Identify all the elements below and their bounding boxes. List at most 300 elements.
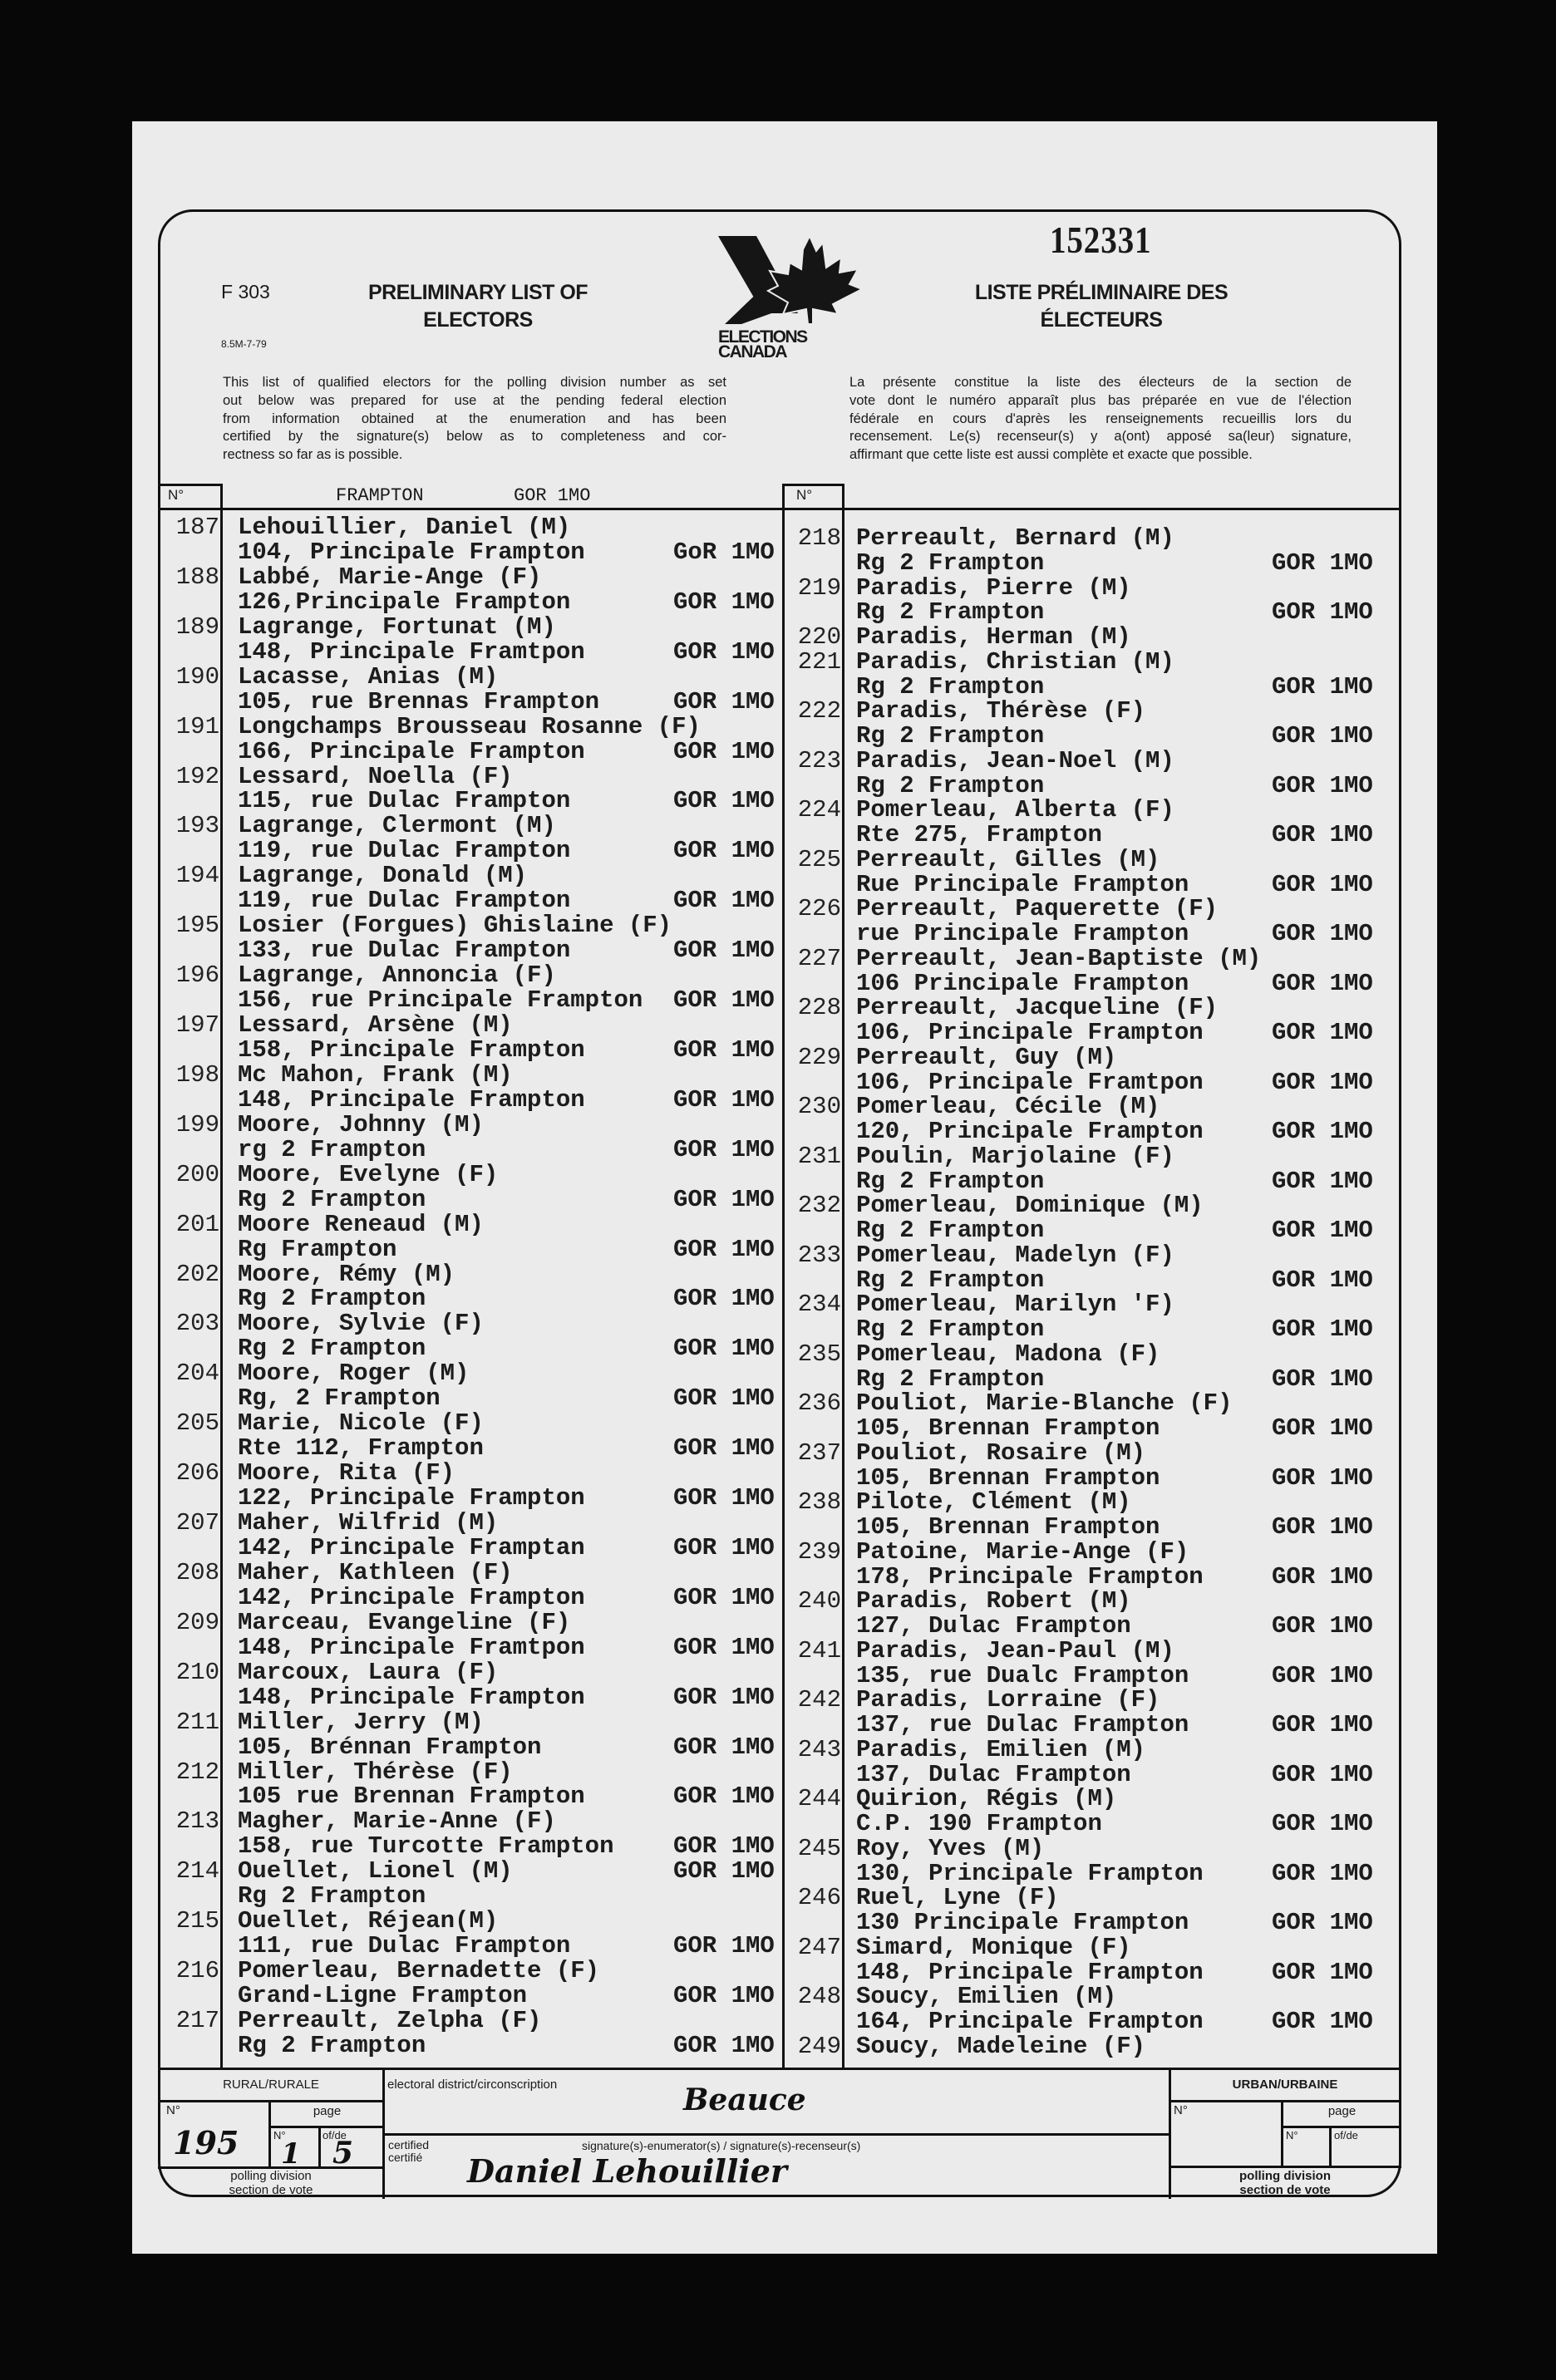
- elector-text: Ouellet, Réjean(M): [238, 1907, 499, 1935]
- postal-code: GOR 1MO: [1272, 1958, 1373, 1986]
- elector-number: 213: [175, 1807, 219, 1836]
- postal-code: GOR 1MO: [1272, 1562, 1373, 1591]
- postal-code: GOR 1MO: [1272, 1463, 1373, 1492]
- serial-number: 152331: [1050, 219, 1152, 261]
- elector-text: Marcoux, Laura (F): [238, 1658, 499, 1686]
- postal-code: GOR 1MO: [673, 1434, 775, 1463]
- elector-number: 249: [797, 2032, 841, 2060]
- certified-text: certified: [388, 2138, 430, 2151]
- elector-text: Ruel, Lyne (F): [856, 1884, 1059, 1912]
- certified-label: [388, 2139, 429, 2164]
- elector-text: Perreault, Zelpha (F): [238, 2007, 542, 2034]
- divider: [382, 2133, 1170, 2136]
- postal-code: GOR 1MO: [1272, 722, 1373, 750]
- elector-text: 105 rue Brennan Frampton: [238, 1783, 585, 1811]
- postal-code: GOR 1MO: [673, 687, 775, 715]
- print-code: 8.5M-7-79: [221, 338, 267, 350]
- postal-code: GOR 1MO: [673, 986, 775, 1015]
- postal-code: GOR 1MO: [1272, 548, 1373, 577]
- divider: [318, 2126, 321, 2168]
- enumerator-signature: Daniel Lehouillier: [467, 2152, 787, 2190]
- elector-number: 189: [175, 612, 219, 641]
- paragraph-line: out below was prepared for use at the pending federal election: [223, 392, 726, 408]
- locality-header: FRAMPTON: [336, 485, 424, 506]
- elector-text: 111, rue Dulac Frampton: [238, 1932, 571, 1960]
- elector-text: 127, Dulac Frampton: [856, 1612, 1131, 1640]
- postal-code: GOR 1MO: [1272, 1118, 1373, 1145]
- postal-code: GOR 1MO: [673, 1583, 775, 1611]
- postal-code: GOR 1MO: [1272, 1612, 1373, 1640]
- electoral-district-value: Beauce: [683, 2082, 806, 2117]
- rural-page-no-label: N°: [273, 2129, 286, 2142]
- rural-of-label: of/de: [323, 2129, 347, 2142]
- elector-text: Pomerleau, Madona (F): [856, 1340, 1160, 1368]
- postal-code: GOR 1MO: [1272, 1266, 1373, 1294]
- divider: [1329, 2126, 1332, 2168]
- postal-code: GOR 1MO: [673, 637, 775, 666]
- rural-polling-division-label: [158, 2169, 384, 2197]
- elector-list-left: [158, 515, 781, 2066]
- postal-code: GOR 1MO: [673, 1533, 775, 1561]
- elector-number: 238: [797, 1488, 841, 1517]
- elector-number: 192: [175, 762, 219, 790]
- elector-number: 227: [797, 944, 841, 972]
- elector-text: Miller, Jerry (M): [238, 1708, 484, 1736]
- elector-text: Rg 2 Frampton: [856, 771, 1045, 799]
- urban-page-label: page: [1327, 2104, 1357, 2118]
- elector-text: 130 Principale Frampton: [856, 1909, 1189, 1936]
- paragraph-line: certified by the signature(s) below as to completeness and cor-: [223, 429, 726, 445]
- title-english-line: PRELIMINARY LIST OF: [367, 281, 588, 304]
- elector-text: Labbé, Marie-Ange (F): [238, 563, 542, 591]
- urban-number-label: N°: [1174, 2103, 1188, 2117]
- elector-text: 119, rue Dulac Frampton: [238, 887, 571, 915]
- postal-code-header: GOR 1MO: [514, 485, 591, 506]
- elector-text: Rg 2 Frampton: [856, 722, 1045, 750]
- elector-text: rue Principale Frampton: [856, 920, 1189, 947]
- elector-number: 194: [175, 862, 219, 890]
- polling-division-text: polling division: [1239, 2169, 1331, 2183]
- elector-number: 195: [175, 912, 219, 940]
- elector-text: Maher, Wilfrid (M): [238, 1509, 499, 1537]
- postal-code: GOR 1MO: [1272, 598, 1373, 627]
- postal-code: GOR 1MO: [673, 2031, 775, 2059]
- paragraph-line: vote dont le numéro apparaît plus bas préparée en vue de l'élection: [849, 392, 1352, 408]
- elector-text: Lessard, Noella (F): [238, 762, 513, 790]
- elector-text: 105, Brennan Frampton: [856, 1463, 1160, 1492]
- elector-text: Rte 275, Frampton: [856, 821, 1102, 848]
- elector-number: 208: [175, 1558, 219, 1586]
- elector-text: Rg 2 Frampton: [856, 548, 1045, 577]
- elector-text: 135, rue Dualc Frampton: [856, 1661, 1189, 1689]
- elector-text: Lagrange, Clermont (M): [238, 812, 556, 840]
- elector-text: Paradis, Robert (M): [856, 1587, 1131, 1615]
- elector-text: 115, rue Dulac Frampton: [238, 787, 571, 815]
- polling-division-number: 195: [173, 2124, 239, 2161]
- elector-text: 133, rue Dulac Frampton: [238, 937, 571, 965]
- elector-text: Paradis, Emilien (M): [856, 1735, 1146, 1763]
- section-de-vote-text: section de vote: [1239, 2183, 1331, 2197]
- elector-text: Paradis, Christian (M): [856, 647, 1174, 676]
- elector-text: 148, Principale Framtpon: [238, 1633, 585, 1661]
- postal-code: GOR 1MO: [673, 1633, 775, 1661]
- divider: [158, 484, 223, 486]
- elector-text: Paradis, Thérèse (F): [856, 697, 1146, 725]
- elector-number: 232: [797, 1192, 841, 1220]
- elector-number: 239: [797, 1537, 841, 1566]
- elector-number: 235: [797, 1340, 841, 1368]
- paragraph-line: affirmant que cette liste est aussi complète et exacte que possible.: [849, 447, 1253, 463]
- elector-number: 188: [175, 563, 219, 591]
- elector-text: 104, Principale Frampton: [238, 538, 585, 566]
- elector-number: 206: [175, 1459, 219, 1488]
- elector-text: Mc Mahon, Frank (M): [238, 1060, 513, 1089]
- elector-text: Lacasse, Anias (M): [238, 662, 499, 691]
- elector-text: Rg 2 Frampton: [238, 1285, 426, 1313]
- postal-code: GOR 1MO: [673, 937, 775, 965]
- page-total: 5: [332, 2136, 354, 2171]
- certifie-text: certifié: [388, 2151, 423, 2164]
- elector-text: 105, Brennan Frampton: [856, 1513, 1160, 1541]
- elector-text: Marie, Nicole (F): [238, 1409, 484, 1438]
- electoral-district-label: electoral district/circonscription: [387, 2078, 558, 2092]
- elector-text: Lagrange, Fortunat (M): [238, 612, 556, 641]
- elector-text: 105, Brennan Frampton: [856, 1414, 1160, 1442]
- polling-division-text: polling division: [230, 2169, 312, 2183]
- elector-number: 233: [797, 1241, 841, 1269]
- elector-number: 207: [175, 1509, 219, 1537]
- elector-text: Pouliot, Marie-Blanche (F): [856, 1389, 1233, 1418]
- divider: [158, 508, 1401, 510]
- elector-number: 211: [175, 1708, 219, 1736]
- elector-text: 106, Principale Frampton: [856, 1019, 1204, 1046]
- intro-paragraph-english: [223, 374, 726, 465]
- elector-text: Lessard, Arsène (M): [238, 1011, 513, 1039]
- elector-text: Rg 2 Frampton: [856, 1217, 1045, 1244]
- elector-number: 236: [797, 1389, 841, 1418]
- elector-number: 193: [175, 812, 219, 840]
- elector-text: Rg 2 Frampton: [856, 1167, 1045, 1195]
- elector-number: 247: [797, 1933, 841, 1961]
- elector-text: 178, Principale Frampton: [856, 1562, 1204, 1591]
- elector-number: 202: [175, 1260, 219, 1288]
- elector-text: Pomerleau, Cécile (M): [856, 1093, 1160, 1121]
- elector-text: Rg Frampton: [238, 1235, 397, 1263]
- elector-text: Soucy, Madeleine (F): [856, 2032, 1146, 2060]
- elector-text: Rg 2 Frampton: [238, 1882, 426, 1910]
- elector-text: C.P. 190 Frampton: [856, 1810, 1102, 1837]
- elector-number: 204: [175, 1360, 219, 1388]
- elector-number: 190: [175, 662, 219, 691]
- elector-number: 237: [797, 1438, 841, 1467]
- elector-text: Ouellet, Lionel (M): [238, 1857, 513, 1886]
- postal-code: GOR 1MO: [673, 837, 775, 865]
- rural-number-label: N°: [166, 2103, 180, 2117]
- title-french-line: LISTE PRÉLIMINAIRE DES: [974, 281, 1229, 304]
- elector-text: Pomerleau, Bernadette (F): [238, 1957, 600, 1985]
- rural-label: RURAL/RURALE: [223, 2078, 319, 2092]
- elector-text: Perreault, Jean-Baptiste (M): [856, 944, 1262, 972]
- elector-text: 106 Principale Frampton: [856, 969, 1189, 997]
- elector-text: Lehouillier, Daniel (M): [238, 514, 571, 541]
- postal-code: GOR 1MO: [1272, 1810, 1373, 1837]
- elector-number: 198: [175, 1060, 219, 1089]
- elector-number: 221: [797, 647, 841, 676]
- elector-text: 158, rue Turcotte Frampton: [238, 1832, 614, 1861]
- elector-text: Pomerleau, Marilyn 'F): [856, 1291, 1174, 1319]
- urban-page-no-label: N°: [1286, 2129, 1298, 2142]
- elector-number: 228: [797, 994, 841, 1022]
- elector-text: Pilote, Clément (M): [856, 1488, 1131, 1517]
- elector-text: Moore, Sylvie (F): [238, 1310, 484, 1338]
- elector-text: Lagrange, Annoncia (F): [238, 961, 556, 990]
- postal-code: GOR 1MO: [673, 1783, 775, 1811]
- divider: [1169, 2166, 1401, 2168]
- elections-canada-logo: [716, 234, 866, 361]
- elector-text: Rg 2 Frampton: [856, 672, 1045, 701]
- elector-text: 148, Principale Frampton: [856, 1958, 1204, 1986]
- postal-code: GOR 1MO: [1272, 1167, 1373, 1195]
- postal-code: GOR 1MO: [1272, 1859, 1373, 1887]
- elector-number: 241: [797, 1636, 841, 1665]
- postal-code: GOR 1MO: [673, 1035, 775, 1064]
- postal-code: GOR 1MO: [1272, 1513, 1373, 1541]
- elector-number: 242: [797, 1686, 841, 1714]
- rural-page-label: page: [313, 2104, 342, 2118]
- elector-number: 200: [175, 1160, 219, 1188]
- elector-text: 105, Brénnan Frampton: [238, 1733, 542, 1761]
- postal-code: GOR 1MO: [673, 1185, 775, 1213]
- elector-text: Quirion, Régis (M): [856, 1785, 1117, 1813]
- elector-number: 245: [797, 1834, 841, 1862]
- paragraph-line: recensement. Le(s) recenseur(s) y a(ont) apposé sa(leur) signature,: [849, 429, 1352, 445]
- elector-text: Pouliot, Rosaire (M): [856, 1438, 1146, 1467]
- elector-number: 244: [797, 1785, 841, 1813]
- elector-number: 248: [797, 1983, 841, 2011]
- elector-text: Simard, Monique (F): [856, 1933, 1131, 1961]
- postal-code: GOR 1MO: [1272, 1217, 1373, 1244]
- elector-text: Paradis, Pierre (M): [856, 573, 1131, 602]
- number-header-right: N°: [796, 487, 813, 503]
- paragraph-line: rectness so far as is possible.: [223, 447, 403, 463]
- postal-code: GOR 1MO: [1272, 1414, 1373, 1442]
- number-header-left: N°: [168, 487, 185, 503]
- elector-text: 166, Principale Frampton: [238, 737, 585, 765]
- urban-of-label: of/de: [1334, 2129, 1358, 2142]
- elector-text: Lagrange, Donald (M): [238, 862, 528, 890]
- elector-text: Rg 2 Frampton: [856, 1315, 1045, 1343]
- elector-number: 243: [797, 1735, 841, 1763]
- elector-text: 142, Principale Frampton: [238, 1583, 585, 1611]
- postal-code: GOR 1MO: [673, 1733, 775, 1761]
- elector-text: Perreault, Paquerette (F): [856, 895, 1219, 923]
- elector-text: Rg 2 Frampton: [238, 1335, 426, 1363]
- elector-number: 229: [797, 1043, 841, 1071]
- elector-text: 156, rue Principale Frampton: [238, 986, 643, 1015]
- postal-code: GOR 1MO: [1272, 672, 1373, 701]
- elector-number: 222: [797, 697, 841, 725]
- elector-text: Rg 2 Frampton: [238, 1185, 426, 1213]
- page-number: 1: [281, 2137, 301, 2171]
- elector-text: Pomerleau, Dominique (M): [856, 1192, 1204, 1220]
- elector-text: 148, Principale Framtpon: [238, 637, 585, 666]
- postal-code: GOR 1MO: [1272, 1711, 1373, 1738]
- elector-number: 225: [797, 845, 841, 873]
- elector-text: Paradis, Herman (M): [856, 623, 1131, 651]
- elector-number: 205: [175, 1409, 219, 1438]
- divider: [268, 2126, 384, 2128]
- postal-code: GOR 1MO: [673, 1384, 775, 1413]
- elector-text: Moore, Roger (M): [238, 1360, 470, 1388]
- elector-text: 164, Principale Frampton: [856, 2008, 1204, 2035]
- elector-text: Poulin, Marjolaine (F): [856, 1142, 1174, 1170]
- elector-number: 234: [797, 1291, 841, 1319]
- elector-number: 199: [175, 1110, 219, 1138]
- postal-code: GOR 1MO: [673, 787, 775, 815]
- elector-text: Losier (Forgues) Ghislaine (F): [238, 912, 672, 940]
- maple-leaf-x-icon: [716, 234, 866, 326]
- elector-number: 196: [175, 961, 219, 990]
- elector-number: 246: [797, 1884, 841, 1912]
- elector-text: 137, rue Dulac Frampton: [856, 1711, 1189, 1738]
- elector-text: Pomerleau, Alberta (F): [856, 796, 1174, 824]
- elector-number: 220: [797, 623, 841, 651]
- elector-number: 216: [175, 1957, 219, 1985]
- postal-code: GOR 1MO: [673, 1932, 775, 1960]
- elector-number: 212: [175, 1758, 219, 1786]
- paragraph-line: fédérale en cours d'après les renseignements recueillis lors du: [849, 411, 1352, 426]
- postal-code: GOR 1MO: [1272, 1365, 1373, 1393]
- elector-list-right: [781, 526, 1401, 2068]
- logo-text-elections: ELECTIONS: [718, 327, 807, 347]
- elector-number: 223: [797, 746, 841, 774]
- signature-label: signature(s)-enumerator(s) / signature(s)-recenseur(s): [582, 2139, 861, 2152]
- elector-text: 119, rue Dulac Frampton: [238, 837, 571, 865]
- postal-code: GOR 1MO: [673, 1285, 775, 1313]
- postal-code: GOR 1MO: [673, 1085, 775, 1114]
- paragraph-line: from information obtained at the enumeration and has been: [223, 411, 726, 426]
- postal-code: GOR 1MO: [1272, 969, 1373, 997]
- elector-number: 231: [797, 1142, 841, 1170]
- elector-text: 158, Principale Frampton: [238, 1035, 585, 1064]
- elector-text: 105, rue Brennas Frampton: [238, 687, 600, 715]
- paragraph-line: This list of qualified electors for the polling division number as set: [223, 375, 726, 390]
- elector-text: Rg 2 Frampton: [856, 598, 1045, 627]
- elector-number: 217: [175, 2007, 219, 2034]
- intro-paragraph-french: [849, 374, 1352, 465]
- elector-text: 120, Principale Frampton: [856, 1118, 1204, 1145]
- elector-text: Patoine, Marie-Ange (F): [856, 1537, 1189, 1566]
- urban-label: URBAN/URBAINE: [1232, 2078, 1338, 2092]
- elector-text: 126,Principale Frampton: [238, 588, 571, 616]
- title-english-line: ELECTORS: [423, 308, 533, 332]
- elector-number: 230: [797, 1093, 841, 1121]
- form-code: F 303: [221, 281, 270, 302]
- elector-text: 137, Dulac Frampton: [856, 1760, 1131, 1788]
- postal-code: GOR 1MO: [673, 1335, 775, 1363]
- postal-code: GOR 1MO: [1272, 1315, 1373, 1343]
- paragraph-line: La présente constitue la liste des électeurs de la section de: [849, 375, 1352, 390]
- elector-text: Marceau, Evangeline (F): [238, 1608, 571, 1636]
- title-french: [948, 279, 1255, 334]
- elector-text: Rg, 2 Frampton: [238, 1384, 441, 1413]
- elector-text: Longchamps Brousseau Rosanne (F): [238, 712, 701, 740]
- postal-code: GOR 1MO: [673, 1857, 775, 1886]
- postal-code: GOR 1MO: [1272, 870, 1373, 898]
- elector-number: 240: [797, 1587, 841, 1615]
- elector-text: Rg 2 Frampton: [856, 1266, 1045, 1294]
- elector-number: 187: [175, 514, 219, 541]
- elector-number: 201: [175, 1210, 219, 1238]
- elector-text: rg 2 Frampton: [238, 1135, 426, 1163]
- elector-number: 219: [797, 573, 841, 602]
- elector-text: Miller, Thérèse (F): [238, 1758, 513, 1786]
- postal-code: GOR 1MO: [1272, 920, 1373, 947]
- postal-code: GOR 1MO: [673, 1484, 775, 1512]
- postal-code: GoR 1MO: [673, 538, 775, 566]
- elector-text: Rue Principale Frampton: [856, 870, 1189, 898]
- elector-text: Moore, Rita (F): [238, 1459, 455, 1488]
- elector-number: 210: [175, 1658, 219, 1686]
- elector-text: 148, Principale Frampton: [238, 1085, 585, 1114]
- elector-number: 215: [175, 1907, 219, 1935]
- section-de-vote-text: section de vote: [229, 2183, 313, 2197]
- elector-text: Paradis, Jean-Paul (M): [856, 1636, 1174, 1665]
- divider: [783, 484, 844, 486]
- elector-text: Rte 112, Frampton: [238, 1434, 484, 1463]
- postal-code: GOR 1MO: [1272, 1661, 1373, 1689]
- elector-number: 203: [175, 1310, 219, 1338]
- postal-code: GOR 1MO: [673, 1832, 775, 1861]
- postal-code: GOR 1MO: [673, 887, 775, 915]
- elector-text: Moore, Evelyne (F): [238, 1160, 499, 1188]
- elector-text: 142, Principale Framptan: [238, 1533, 585, 1561]
- urban-polling-division-label: [1169, 2169, 1401, 2197]
- elector-number: 197: [175, 1011, 219, 1039]
- postal-code: GOR 1MO: [673, 737, 775, 765]
- elector-text: 106, Principale Framtpon: [856, 1068, 1204, 1096]
- elector-text: Perreault, Gilles (M): [856, 845, 1160, 873]
- elector-text: 148, Principale Frampton: [238, 1683, 585, 1711]
- postal-code: GOR 1MO: [1272, 771, 1373, 799]
- elector-number: 224: [797, 796, 841, 824]
- elector-text: Rg 2 Frampton: [238, 2031, 426, 2059]
- elector-text: Moore, Johnny (M): [238, 1110, 484, 1138]
- elector-text: Perreault, Jacqueline (F): [856, 994, 1219, 1022]
- title-english: [332, 279, 623, 334]
- elector-text: Magher, Marie-Anne (F): [238, 1807, 556, 1836]
- postal-code: GOR 1MO: [673, 1235, 775, 1263]
- divider: [1281, 2126, 1401, 2128]
- postal-code: GOR 1MO: [1272, 2008, 1373, 2035]
- elector-text: Roy, Yves (M): [856, 1834, 1045, 1862]
- elector-text: Soucy, Emilien (M): [856, 1983, 1117, 2011]
- elector-text: Maher, Kathleen (F): [238, 1558, 513, 1586]
- elector-number: 226: [797, 895, 841, 923]
- logo-text-canada: CANADA: [718, 342, 786, 361]
- elector-text: Moore, Rémy (M): [238, 1260, 455, 1288]
- postal-code: GOR 1MO: [1272, 821, 1373, 848]
- postal-code: GOR 1MO: [1272, 1760, 1373, 1788]
- divider: [1169, 2100, 1401, 2102]
- postal-code: GOR 1MO: [673, 1683, 775, 1711]
- postal-code: GOR 1MO: [673, 588, 775, 616]
- postal-code: GOR 1MO: [1272, 1019, 1373, 1046]
- elector-text: 130, Principale Frampton: [856, 1859, 1204, 1887]
- elector-text: Paradis, Lorraine (F): [856, 1686, 1160, 1714]
- divider: [158, 2100, 384, 2102]
- elector-text: Paradis, Jean-Noel (M): [856, 746, 1174, 774]
